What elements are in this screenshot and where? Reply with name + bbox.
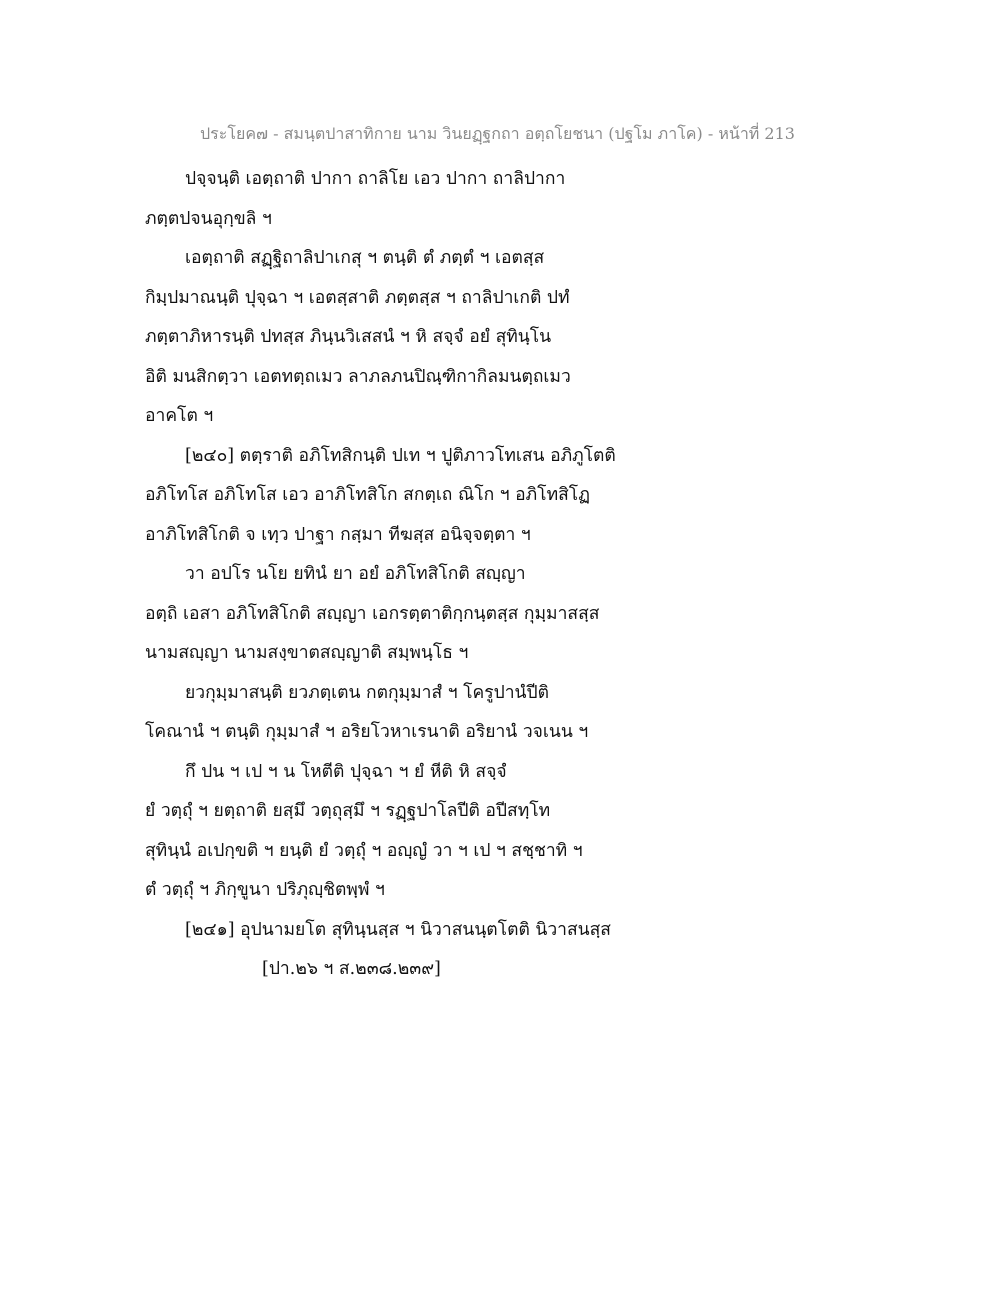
text-line: อภิโทโส อภิโทโส เอว อาภิโทสิโก สกตฺเถ ณิโก ฯ อภิโทสิโฏ (145, 485, 590, 505)
text-line: ยํ วตฺถุํ ฯ ยตฺถาติ ยสฺมึ วตฺถุสฺมึ ฯ รฏฺฐปาโลปีติ อปีสทฺโท (145, 801, 551, 821)
text-line: ปจฺจนฺติ เอตฺถาติ ปากา ถาลิโย เอว ปากา ถาลิปากา (185, 169, 566, 189)
text-line: ภตฺตปจนอุกฺขลิ ฯ (145, 208, 272, 229)
text-line: ภตฺตาภิหารนฺติ ปทสฺส ภินฺนวิเสสนํ ฯ หิ สจฺจํ อยํ สุทินฺโน (145, 327, 552, 347)
running-header: ประโยค๗ - สมนฺตปาสาทิกาย นาม วินยฏฺฐกถา อตฺถโยชนา (ปฐโม ภาโค) - หน้าที่ 213 (200, 124, 795, 143)
text-line: ยวกุมฺมาสนฺติ ยวภตฺเตน กตกุมฺมาสํ ฯ โครูปานํปีติ (185, 682, 549, 703)
text-line: กึ ปน ฯ เป ฯ น โหตีติ ปุจฺฉา ฯ ยํ หีติ หิ สจฺจํ (185, 761, 507, 782)
text-line: [๒๔๐] ตตฺราติ อภิโทสิกนฺติ ปเท ฯ ปูติภาวโทเสน อภิภูโตติ (185, 445, 616, 466)
text-line: อิติ มนสิกตฺวา เอตทตฺถเมว ลาภลภนปิณฺฑิกากิลมนตฺถเมว (145, 366, 571, 387)
body-text (145, 160, 705, 950)
text-line: [๒๔๑] อุปนามยโต สุทินฺนสฺส ฯ นิวาสนนฺตโตติ นิวาสนสฺส (185, 919, 611, 940)
text-line: กิมฺปมาณนฺติ ปุจฺฉา ฯ เอตสฺสาติ ภตฺตสฺส ฯ ถาลิปาเกติ ปทํ (145, 287, 570, 308)
text-line: อาภิโทสิโกติ จ เทฺว ปาฐา กสฺมา ทีฆสฺส อนิจฺจตฺตา ฯ (145, 524, 531, 545)
text-line: นามสญฺญา นามสงฺขาตสญฺญาติ สมฺพนฺโธ ฯ (145, 643, 469, 663)
page-reference: [ปา.๒๖ ฯ ส.๒๓๘.๒๓๙] (262, 959, 441, 979)
text-line: โคณานํ ฯ ตนฺติ กุมฺมาสํ ฯ อริยโวหาเรนาติ อริยานํ วจเนน ฯ (145, 722, 589, 742)
text-line: สุทินฺนํ อเปกฺขติ ฯ ยนฺติ ยํ วตฺถุํ ฯ อญฺญํ วา ฯ เป ฯ สชฺชาทิ ฯ (145, 840, 583, 861)
text-line: ตํ วตฺถุํ ฯ ภิกฺขูนา ปริภุญฺชิตพฺพํ ฯ (145, 880, 385, 900)
text-line: อาคโต ฯ (145, 406, 214, 426)
text-line: อตฺถิ เอสา อภิโทสิโกติ สญฺญา เอกรตฺตาติกฺกนฺตสฺส กุมฺมาสสฺส (145, 603, 600, 624)
text-line: เอตฺถาติ สฏฺฐิถาลิปาเกสุ ฯ ตนฺติ ตํ ภตฺตํ ฯ เอตสฺส (185, 248, 545, 268)
text-line: วา อปโร นโย ยทินํ ยา อยํ อภิโทสิโกติ สญฺญา (185, 564, 526, 584)
